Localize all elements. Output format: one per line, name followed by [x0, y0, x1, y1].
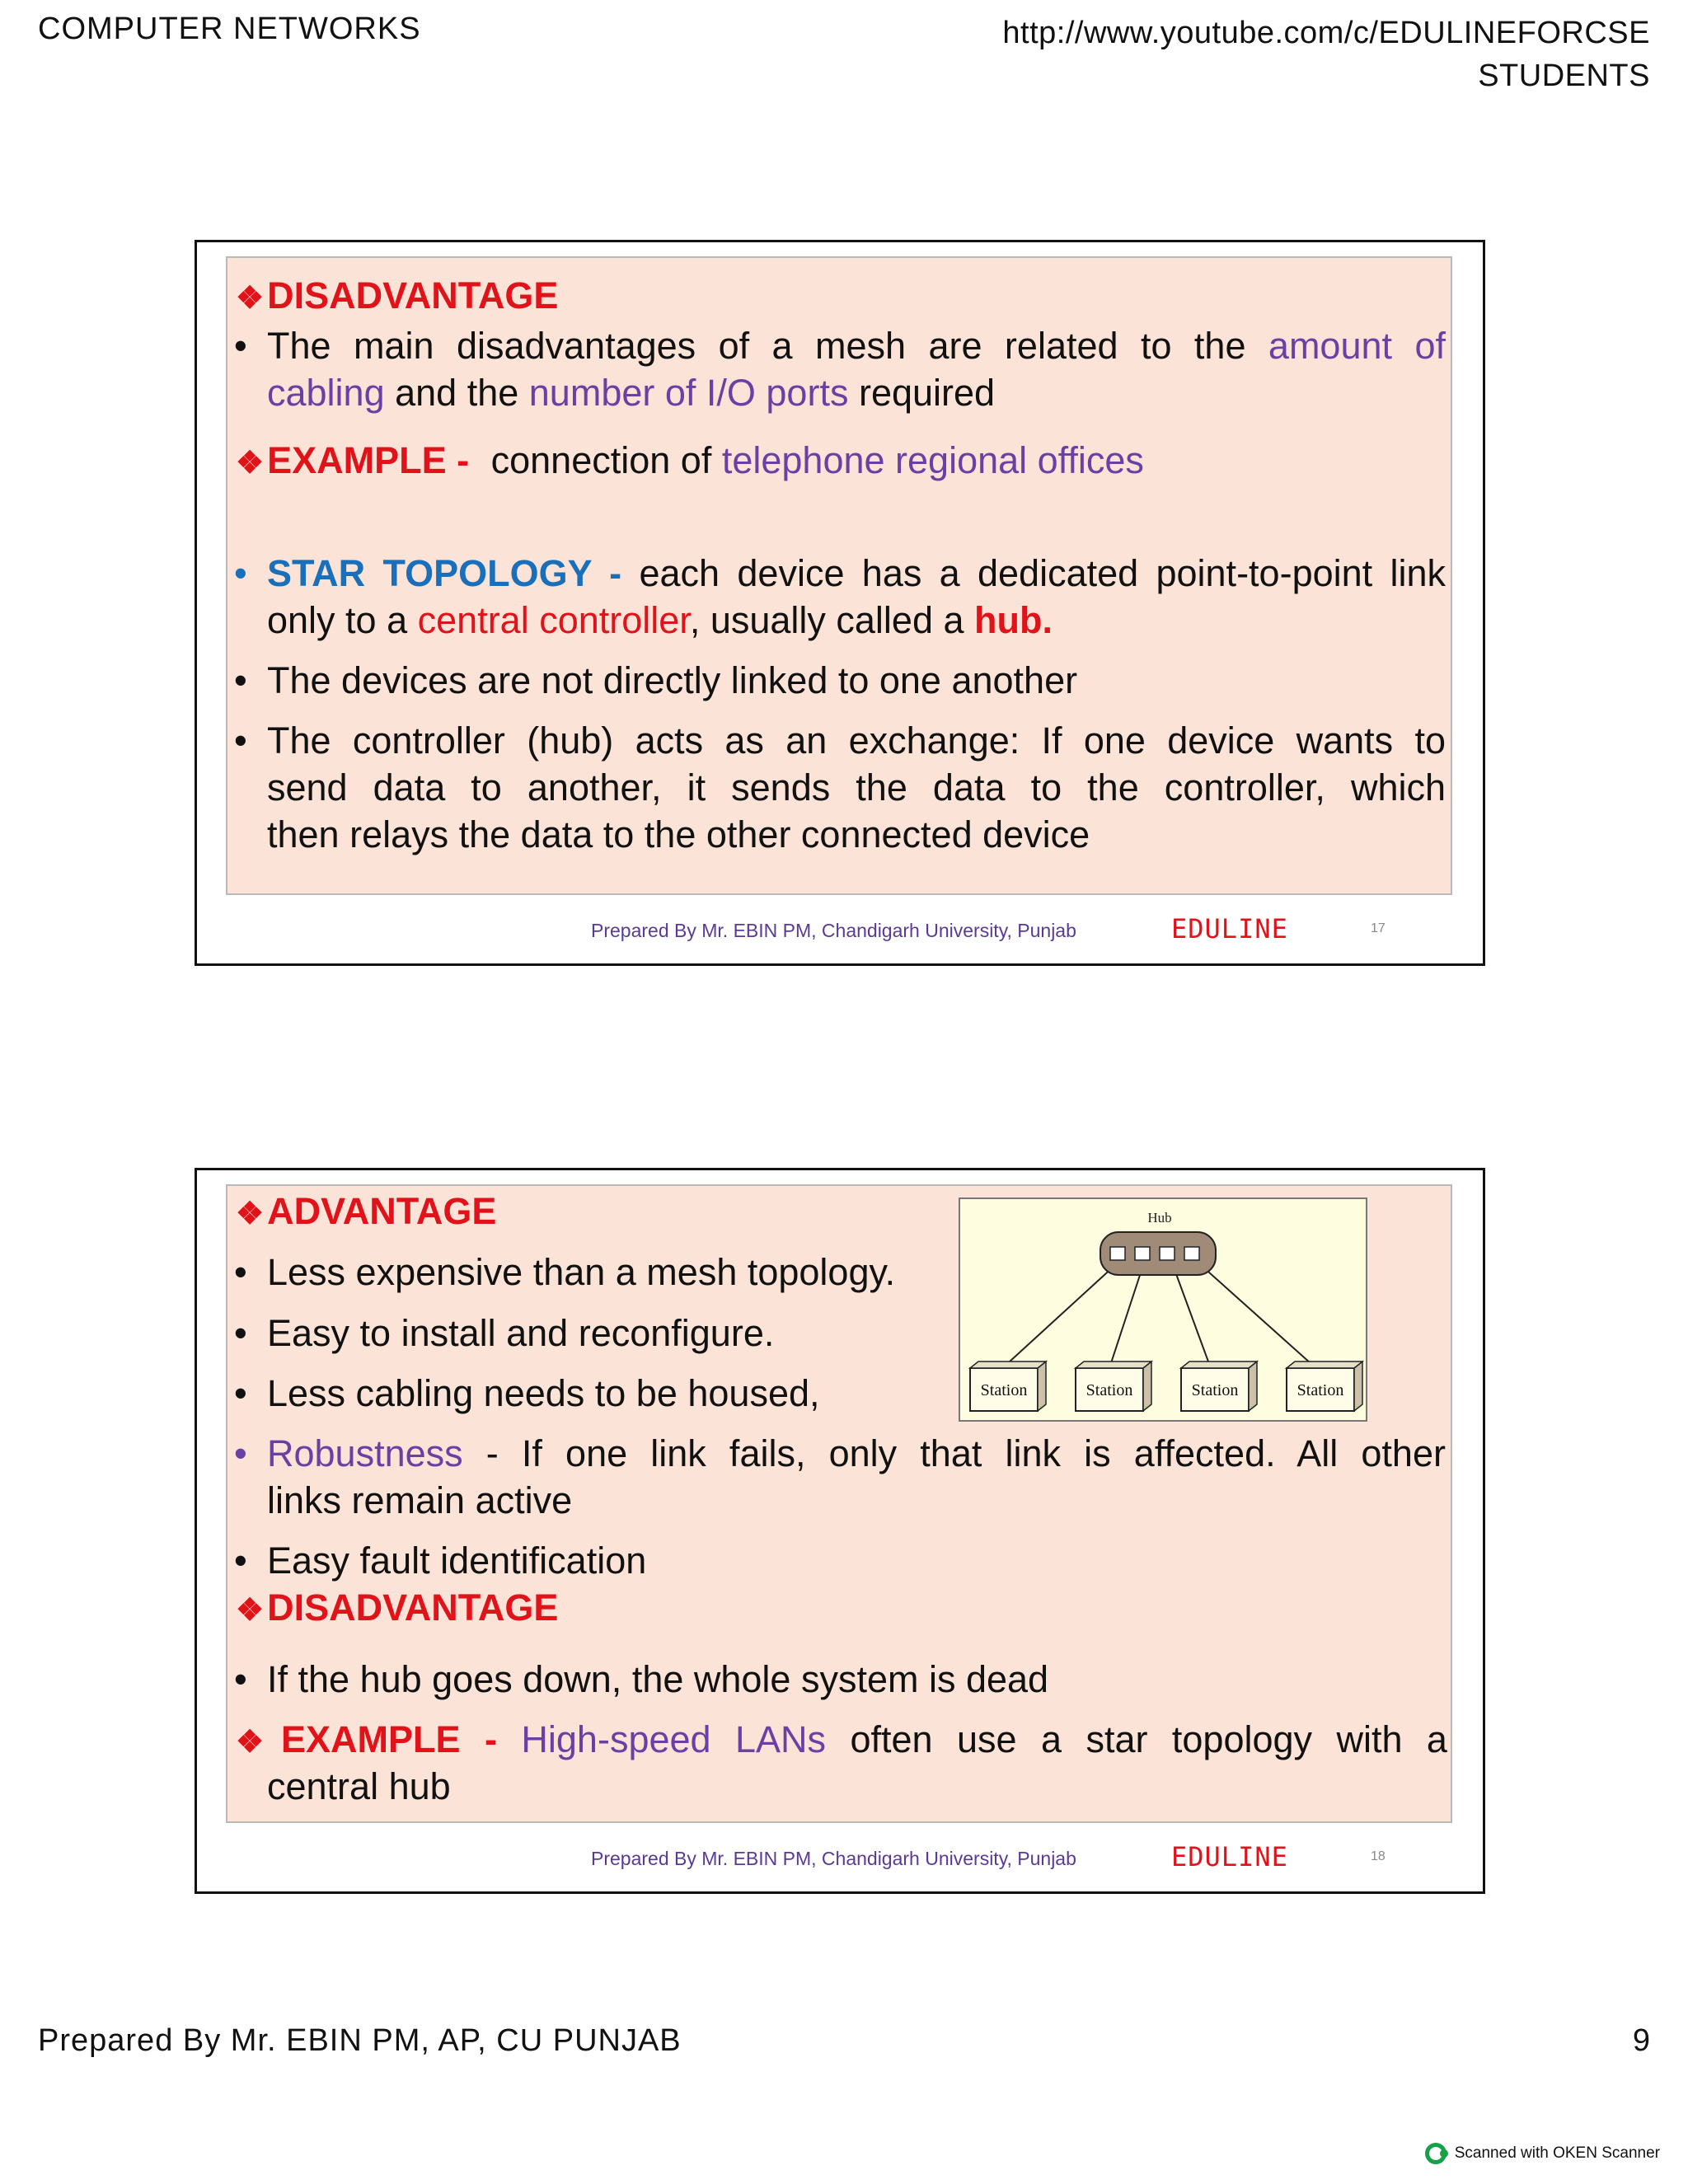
- disadvantage-heading: ❖DISADVANTAGE: [236, 1586, 559, 1629]
- bullet-dot-icon: •: [234, 1658, 247, 1700]
- diamond-bullet-icon: ❖: [236, 281, 265, 316]
- scanner-text: Scanned with OKEN Scanner: [1454, 2144, 1660, 2162]
- station-icon-2: [1076, 1361, 1151, 1411]
- page-header-title: COMPUTER NETWORKS: [38, 12, 421, 46]
- highlight-hub: hub.: [974, 599, 1053, 641]
- station-label: Station: [1085, 1381, 1133, 1399]
- slide-footer: [197, 913, 1483, 953]
- bullet-text: The main disadvantages of a mesh are related to the: [267, 325, 1246, 367]
- star-topology-diagram: [959, 1197, 1367, 1422]
- bullet-dot-icon: •: [234, 1540, 247, 1582]
- highlight-cabling: cabling: [267, 372, 385, 414]
- bullet-dot-icon: •: [234, 719, 247, 762]
- station-icon-3: [1181, 1361, 1257, 1411]
- hub-label: Hub: [1147, 1210, 1172, 1226]
- bullet-text: each device has a dedicated point-to-point link: [639, 552, 1446, 594]
- slide-prepared-by: Prepared By Mr. EBIN PM, Chandigarh University, Punjab: [591, 920, 1076, 941]
- bullet-text: only to a: [267, 599, 408, 641]
- diamond-bullet-icon: ❖: [236, 446, 265, 480]
- station-icon-1: [970, 1361, 1046, 1411]
- eduline-logo: EDULINE: [1171, 1841, 1288, 1872]
- header-url-line2: STUDENTS: [1478, 59, 1650, 93]
- scanner-watermark: [1425, 2143, 1660, 2164]
- slide-number: 18: [1371, 1849, 1386, 1863]
- star-topology-svg: [960, 1199, 1366, 1420]
- link-lines: [1000, 1265, 1319, 1371]
- bullet-dot-icon: •: [234, 1432, 247, 1474]
- slide-18-content: ❖ADVANTAGE • Less expensive than a mesh topology. • Easy to install and reconfigure. • Less cabling needs to be housed, Hub Station Station Station Station • Robustness - If one link fails, only that link is affected. All other links remain active • Easy fault identification ❖DISADVANTAGE • If the hub goes down, the whole system is dead ❖EXAMPLE - High-speed LANs often use a star topology with a central hub: [226, 1184, 1452, 1823]
- slide-prepared-by: Prepared By Mr. EBIN PM, Chandigarh University, Punjab: [591, 1848, 1076, 1869]
- bullet-dot-icon: •: [234, 1312, 247, 1354]
- slide-number: 17: [1371, 921, 1386, 935]
- example-text: connection of: [490, 439, 712, 481]
- slide-17-content: ❖DISADVANTAGE • The main disadvantages of a mesh are related to the amount of cabling and the number of I/O ports required ❖EXAMPLE - connection of telephone regional offices • STAR TOPOLOGY - each device has a dedicated point-to-point link only to a central controller, usually called a hub. • The devices are not directly linked to one another • The controller (hub) acts as an exchange: If one device wants to send data to another, it sends the data to the controller, which then relays the data to the other connected device: [226, 256, 1452, 895]
- highlight-central-controller: central controller: [417, 599, 690, 641]
- slide-18: [195, 1168, 1485, 1894]
- station-label: Station: [1191, 1381, 1239, 1399]
- bullet-dot-icon: •: [234, 659, 247, 701]
- bullet-dot-icon: •: [234, 1372, 247, 1414]
- highlight-amount-of: amount of: [1268, 325, 1446, 367]
- header-url-line1: http://www.youtube.com/c/EDULINEFORCSE: [1002, 16, 1650, 50]
- diamond-bullet-icon: ❖: [236, 1725, 279, 1760]
- example-text: often use a star topology with a: [850, 1718, 1447, 1760]
- bullet-text: - If one link fails, only that link is affected. All other: [485, 1432, 1446, 1474]
- page-footer-author: Prepared By Mr. EBIN PM, AP, CU PUNJAB: [38, 2023, 682, 2058]
- diamond-bullet-icon: ❖: [236, 1197, 265, 1231]
- station-icon-4: [1287, 1361, 1362, 1411]
- bullet-text: , usually called a: [689, 599, 964, 641]
- slide-footer: [197, 1841, 1483, 1881]
- example-line: ❖EXAMPLE - connection of telephone regional offices: [236, 439, 1144, 481]
- star-topology-label: STAR TOPOLOGY -: [267, 552, 622, 594]
- station-label: Station: [1296, 1381, 1344, 1399]
- highlight-io-ports: number of I/O ports: [528, 372, 849, 414]
- disadvantage-heading: ❖DISADVANTAGE: [236, 274, 559, 316]
- bullet-text: required: [858, 372, 996, 414]
- bullet-dot-icon: •: [234, 325, 247, 367]
- scanner-logo-icon: [1425, 2143, 1447, 2164]
- example-highlight: High-speed LANs: [521, 1718, 827, 1760]
- station-label: Station: [980, 1381, 1028, 1399]
- bullet-dot-icon: •: [234, 1251, 247, 1293]
- bullet-text: and the: [395, 372, 519, 414]
- bullet-dot-icon: •: [234, 552, 247, 594]
- page-number: 9: [1632, 2023, 1650, 2058]
- highlight-robustness: Robustness: [267, 1432, 463, 1474]
- slide-17: [195, 240, 1485, 966]
- eduline-logo: EDULINE: [1171, 913, 1288, 944]
- example-highlight: telephone regional offices: [721, 439, 1144, 481]
- page-header-url: [1002, 12, 1650, 97]
- hub-icon: [1100, 1232, 1216, 1275]
- diamond-bullet-icon: ❖: [236, 1593, 265, 1628]
- advantage-heading: ❖ADVANTAGE: [236, 1190, 497, 1232]
